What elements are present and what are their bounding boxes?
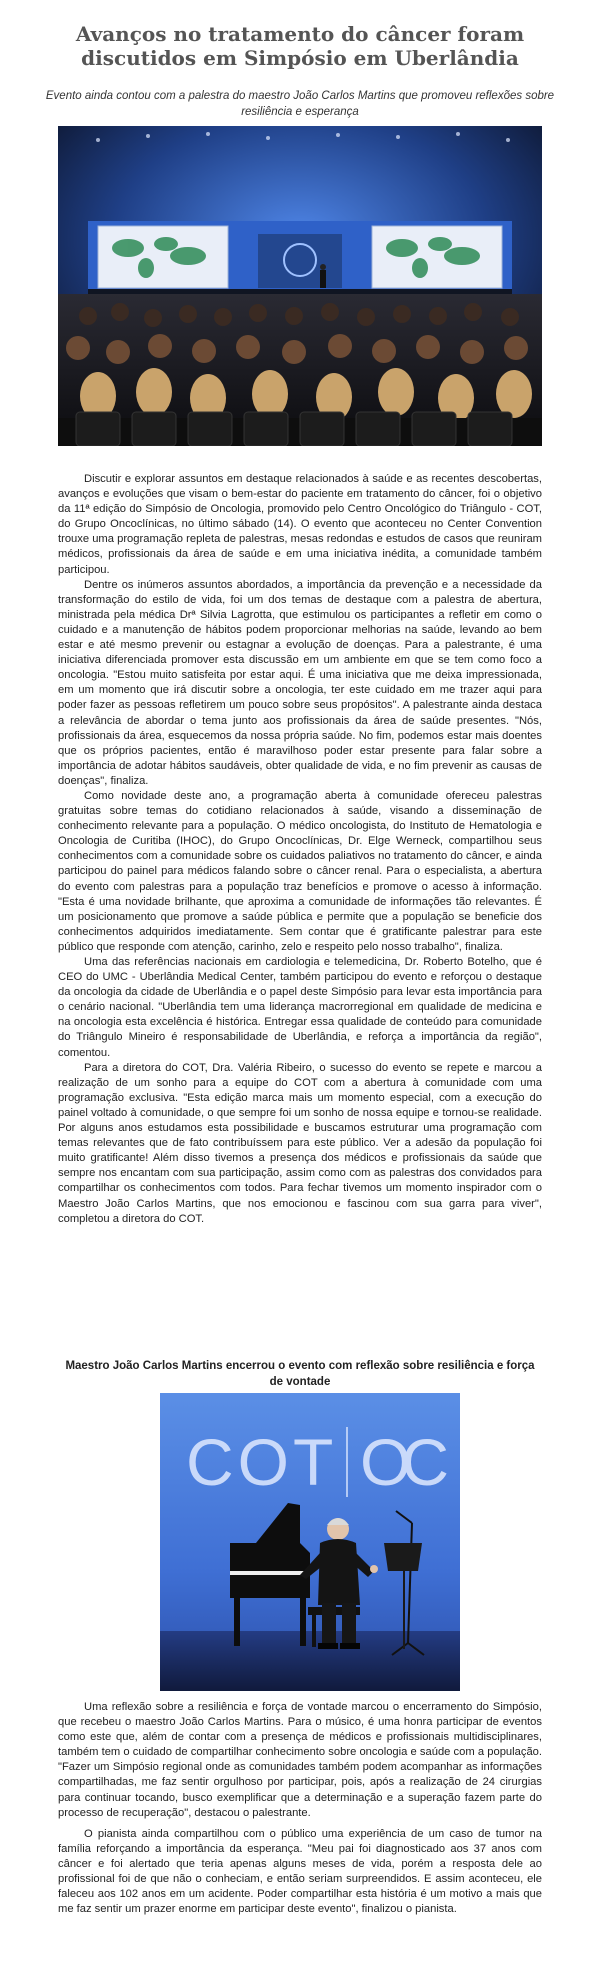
article-body-part-2: [58, 1700, 542, 1917]
article-body-part-1: [58, 472, 542, 1227]
symposium-auditorium-photo: [58, 126, 542, 446]
paragraph-6: Uma reflexão sobre a resiliência e força de vontade marcou o encerramento do Simpósio, que recebeu o maestro João Carlos Martins. Para o músico, é uma honra participar de eventos como este que, além de contar com a presença de médicos e profissionais multidisciplinares, também tem o cuidado de compartilhar conhecimento sobre oncologia e saúde com a população. "Fazer um Simpósio regional onde as comunidades também podem acompanhar as informações compartilhadas, me faz sentir orgulhoso por participar, pois, após a realização de 24 cirurgias para continuar tocando, busco exemplificar que a determinação e a superação fazem parte do processo de recuperação", destacou o palestrante.: [58, 1701, 542, 1819]
paragraph-1: Discutir e explorar assuntos em destaque relacionados à saúde e as recentes descobertas, avanços e evoluções que visam o bem-estar do paciente em tratamento do câncer, foi o objetivo da 11ª edição do Simpósio de Oncologia, promovido pelo Centro Oncológico do Triângulo - COT, do Grupo Oncoclínicas, no último sábado (14). O evento que aconteceu no Center Convention trouxe uma programação repleta de palestras, mesas redondas e estudos de casos que reuniram médicos, profissionais da área de saúde e em uma iniciativa inédita, a comunidade também participou.: [58, 473, 542, 576]
paragraph-5: Para a diretora do COT, Dra. Valéria Ribeiro, o sucesso do evento se repete e marcou a realização de um sonho para a equipe do COT com a abertura à comunidade com uma programação exclusiva. "Esta edição marca mais um momento especial, com a execução do painel voltado à comunidade, o que sempre foi um sonho de nossa equipe e tornou-se realidade. Por alguns anos estudamos esta possibilidade e buscamos estruturar uma programação com temas relevantes que de fato contribuíssem para este público. Ver a adesão da população foi muito gratificante! Além disso tivemos a presença dos médicos e profissionais da saúde que sempre nos encantam com sua participação, assim como com as palestras dos convidados para compartilhar os conhecimentos com todos. Para fechar tivemos um momento inspirador com o Maestro João Carlos Martins, que nos emocionou e fascinou com sua garra para viver", completou a diretora do COT.: [58, 1061, 542, 1225]
article-title: Avanços no tratamento do câncer foram discutidos em Simpósio em Uberlândia: [75, 22, 525, 70]
paragraph-7: O pianista ainda compartilhou com o público uma experiência de um caso de tumor na família reforçando a importância da esperança. "Meu pai foi diagnosticado aos 37 anos com câncer e foi alertado que teria apenas alguns meses de vida, porém a resposta dele ao profissional foi de que não o conheciam, e então seriam surpreendidos. E assim aconteceu, ele faleceu aos 102 anos em um acidente. Poder compartilhar esta história é um motivo a mais que me faz sentir um prazer enorme em participar deste evento", finalizou o pianista.: [58, 1827, 542, 1916]
oc-sign-text: OC: [360, 1425, 439, 1499]
paragraph-4: Uma das referências nacionais em cardiologia e telemedicina, Dr. Roberto Botelho, que é CEO do UMC - Uberlândia Medical Center, também participou do evento e reforçou o destaque da oncologia da cidade de Uberlândia e o papel deste Simpósio para levar esta importância para o cenário nacional. "Uberlândia tem uma liderança macrorregional em qualidade de medicina e na oncologia esta excelência é histórica. Entregar essa qualidade de conteúdo para comunidade do Triângulo Mineiro é responsabilidade de Uberlândia, e reforça a importância da região", comentou.: [58, 956, 542, 1059]
paragraph-3: Como novidade deste ano, a programação aberta à comunidade ofereceu palestras gratuitas sobre temas do cotidiano relacionados à saúde, visando a disseminação de conhecimento relevante para a população. O médico oncologista, do Instituto de Hematologia e Oncologia de Curitiba (IHOC), do Grupo Oncoclínicas, Dr. Elge Werneck, compartilhou seus conhecimentos com a comunidade sobre os cuidados paliativos no tratamento do câncer, e ainda participou do painel para médicos falando sobre o câncer renal. Para o especialista, a abertura do evento com palestras para a população traz benefícios e promove o acesso à informação. "Esta é uma novidade brilhante, que aproxima a comunidade de informações tão relevantes. É um posicionamento que promove a saúde pública e permite que a população se beneficie dos conhecimentos adquiridos imediatamente. Sem contar que é gratificante palestrar para este público que responde com atenção, carinho, zelo e respeito pelo nosso trabalho", finaliza.: [58, 789, 542, 953]
paragraph-2: Dentre os inúmeros assuntos abordados, a importância da prevenção e a necessidade da transformação do estilo de vida, foi um dos temas de destaque com a palestra de abertura, ministrada pela médica Drª Silvia Lagrotta, que estimulou os participantes a refletir em como o cuidado e a manutenção de hábitos podem proporcionar melhorias na saúde, levando ao bem estar e até mesmo prevenir ou estagnar a evolução de doenças. Para a palestrante, é uma iniciativa diferenciada promover esta discussão em um ambiente em que se tem como foco a oncologia. "Estou muito satisfeita por estar aqui. É uma iniciativa que me deixa impressionada, em um momento que irá discutir sobre a oncologia, ter este cuidado em me trazer aqui para poder fazer as pessoas refletirem um pouco sobre seus propósitos". A palestrante ainda destaca a relevância de abordar o tema junto aos profissionais da área de saúde presentes. "Nós, profissionais da área, esquecemos da nossa própria saúde. No fim, podemos estar mais doentes que os próprios pacientes, então é maravilhoso poder estar presente para falar sobre a importância de adotar hábitos saudáveis, obter qualidade de vida, e no fim prevenir as causas de doenças", finaliza.: [58, 578, 542, 787]
maestro-piano-photo: [160, 1393, 460, 1691]
cot-sign-text: COT: [186, 1425, 338, 1499]
photo-caption: Maestro João Carlos Martins encerrou o evento com reflexão sobre resiliência e força de vontade: [65, 1360, 535, 1388]
article-subtitle: Evento ainda contou com a palestra do maestro João Carlos Martins que promoveu reflexões sobre resiliência e esperança: [45, 90, 555, 118]
